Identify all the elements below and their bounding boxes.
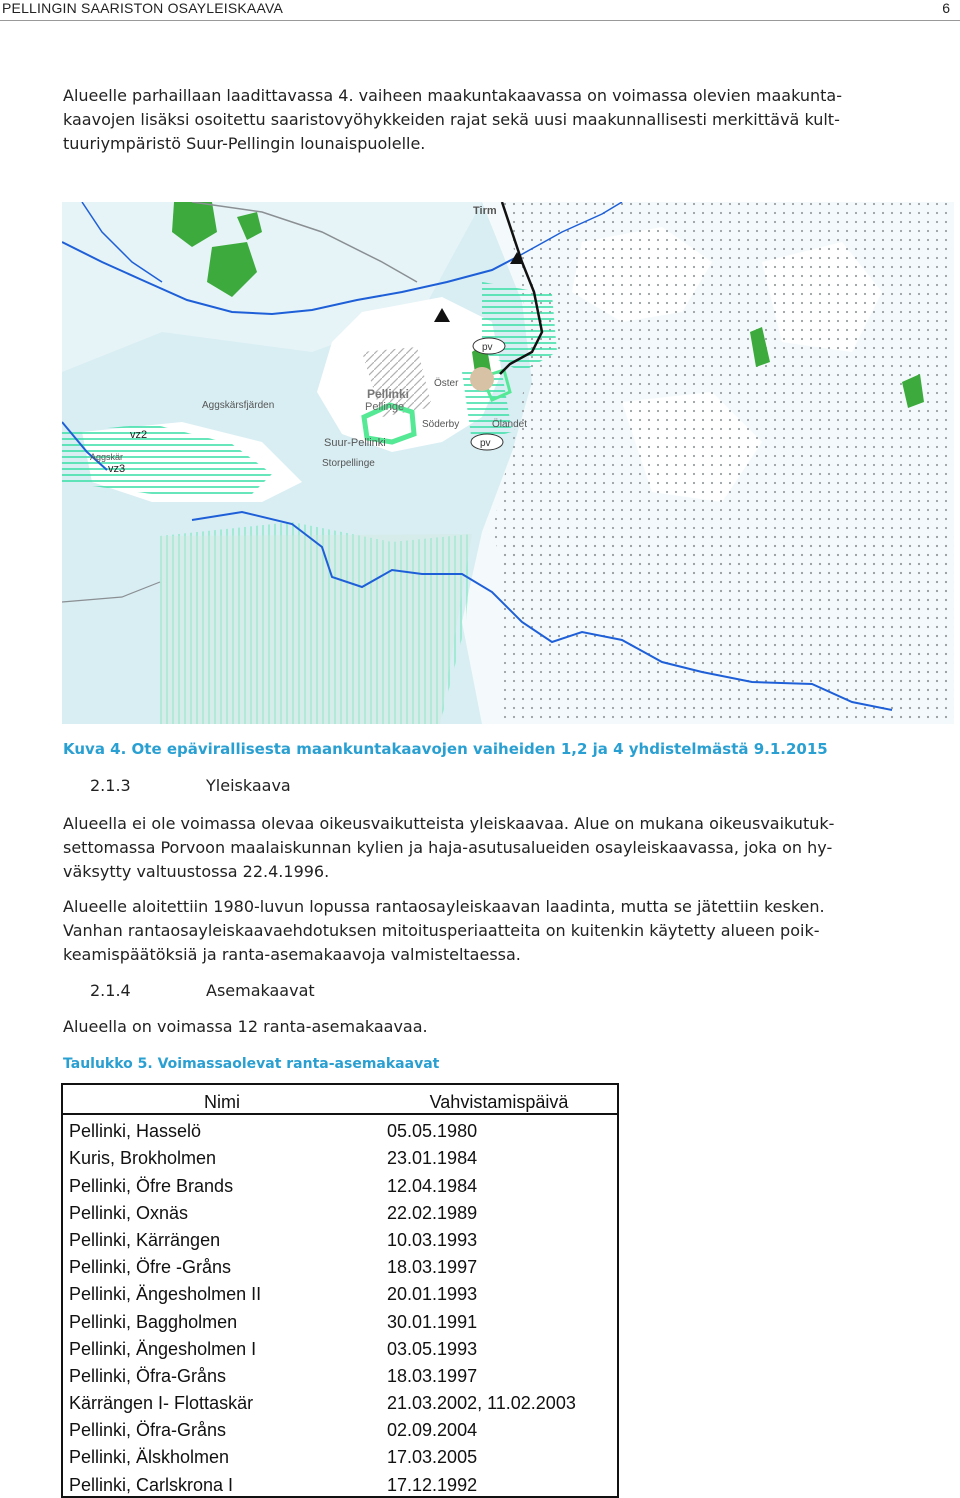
paragraph-line: väksytty valtuustossa 22.4.1996. xyxy=(63,862,330,881)
section-title: Yleiskaava xyxy=(206,776,291,795)
table-row xyxy=(62,1278,618,1305)
sea-zone xyxy=(160,534,472,724)
plan-name: Pellinki, Öfra-Gråns xyxy=(69,1420,227,1441)
harbour-marker xyxy=(470,367,494,391)
map-label: Söderby xyxy=(422,419,460,430)
map-label: Pellinge xyxy=(365,401,405,413)
paragraph xyxy=(63,895,923,967)
plan-name: Pellinki, Ängesholmen I xyxy=(69,1338,257,1359)
approval-date: 23.01.1984 xyxy=(387,1148,478,1169)
plans-table xyxy=(61,1083,619,1498)
paragraph-line: Vanhan rantaosayleiskaavaehdotuksen mitoitusperiaatteita on kuitenkin käytetty alueen poik- xyxy=(63,921,820,940)
table-caption: Taulukko 5. Voimassaolevat ranta-asemakaavat xyxy=(63,1056,440,1072)
table-row xyxy=(62,1251,618,1278)
column-header: Vahvistamispäivä xyxy=(381,1084,618,1114)
zone-label: vz3 xyxy=(108,463,126,475)
intro-paragraph xyxy=(63,84,923,156)
pv-label: pv xyxy=(480,438,491,449)
approval-date: 30.01.1991 xyxy=(387,1311,478,1332)
table-row xyxy=(62,1414,618,1441)
approval-date: 02.09.2004 xyxy=(387,1420,478,1441)
section-title: Asemakaavat xyxy=(206,981,315,1000)
table-row xyxy=(62,1142,618,1169)
approval-date: 17.12.1992 xyxy=(387,1474,478,1495)
approval-date: 18.03.1997 xyxy=(387,1365,478,1386)
map-label: Ölandet xyxy=(492,419,528,430)
approval-date: 17.03.2005 xyxy=(387,1447,478,1468)
regional-plan-map xyxy=(62,202,954,724)
plan-name: Pellinki, Baggholmen xyxy=(69,1311,238,1332)
table-row xyxy=(62,1197,618,1224)
section-heading xyxy=(90,981,315,1000)
approval-date: 21.03.2002, 11.02.2003 xyxy=(387,1393,576,1414)
paragraph-line: Alueella on voimassa 12 ranta-asemakaavaa. xyxy=(63,1017,428,1036)
zone-label: vz2 xyxy=(130,429,148,441)
section-number: 2.1.4 xyxy=(90,981,131,1000)
map-label: Storpellinge xyxy=(322,458,375,469)
map-label: Suur-Pellinki xyxy=(324,437,386,449)
plan-name: Pellinki, Älskholmen xyxy=(69,1447,230,1468)
plan-name: Pellinki, Oxnäs xyxy=(69,1202,189,1223)
paragraph xyxy=(63,1015,923,1039)
paragraph-line: keamispäätöksiä ja ranta-asemakaavoja valmisteltaessa. xyxy=(63,945,521,964)
plan-name: Pellinki, Carlskrona I xyxy=(69,1474,234,1495)
table-row xyxy=(62,1441,618,1468)
approval-date: 10.03.1993 xyxy=(387,1229,478,1250)
intro-line: tuuriympäristö Suur-Pellingin lounaispuolelle. xyxy=(63,134,426,153)
approval-date: 18.03.1997 xyxy=(387,1257,478,1278)
intro-line: Alueelle parhaillaan laadittavassa 4. vaiheen maakuntakaavassa on voimassa olevien maakunta- xyxy=(63,86,842,105)
paragraph-line: Alueella ei ole voimassa olevaa oikeusvaikutteista yleiskaavaa. Alue on mukana oikeusvaikutuk- xyxy=(63,814,835,833)
pv-label: pv xyxy=(482,342,493,353)
plan-name: Pellinki, Ängesholmen II xyxy=(69,1284,262,1305)
table-row xyxy=(62,1387,618,1414)
approval-date: 20.01.1993 xyxy=(387,1284,478,1305)
page-number: 6 xyxy=(942,0,950,16)
plan-name: Pellinki, Öfre Brands xyxy=(69,1175,234,1196)
plan-name: Pellinki, Öfra-Gråns xyxy=(69,1365,227,1386)
map-label: Aggskär xyxy=(90,452,124,462)
approval-date: 05.05.1980 xyxy=(387,1121,478,1142)
plan-name: Pellinki, Kärrängen xyxy=(69,1229,221,1250)
paragraph-line: settomassa Porvoon maalaiskunnan kylien ja haja-asutusalueiden osayleiskaavassa, joka on hy- xyxy=(63,838,833,857)
section-heading xyxy=(90,776,291,795)
archipelago-zone xyxy=(502,532,954,724)
table-row xyxy=(62,1468,618,1496)
map-label: Aggskärsfjärden xyxy=(202,400,275,411)
map-label: Tirm xyxy=(473,205,497,217)
plan-name: Kuris, Brokholmen xyxy=(69,1148,217,1169)
plan-name: Kärrängen I- Flottaskär xyxy=(69,1393,254,1414)
paragraph xyxy=(63,812,923,884)
figure-caption: Kuva 4. Ote epävirallisesta maankuntakaavojen vaiheiden 1,2 ja 4 yhdistelmästä 9.1.2015 xyxy=(63,740,828,758)
map-label: Pellinki xyxy=(367,387,410,401)
plan-name: Pellinki, Hasselö xyxy=(69,1121,202,1142)
document-title: PELLINGIN SAARISTON OSAYLEISKAAVA xyxy=(2,0,283,16)
table-row xyxy=(62,1169,618,1196)
table-row xyxy=(62,1305,618,1332)
page-header xyxy=(0,0,960,21)
section-number: 2.1.3 xyxy=(90,776,131,795)
approval-date: 12.04.1984 xyxy=(387,1175,478,1196)
table-row xyxy=(62,1114,618,1142)
map-label: Öster xyxy=(434,378,459,389)
paragraph-line: Alueelle aloitettiin 1980-luvun lopussa rantaosayleiskaavan laadinta, mutta se jätettiin kesken. xyxy=(63,897,825,916)
column-header: Nimi xyxy=(62,1084,381,1114)
table-row xyxy=(62,1333,618,1360)
table-header-row xyxy=(62,1084,618,1114)
plan-name: Pellinki, Öfre -Gråns xyxy=(69,1257,232,1278)
approval-date: 22.02.1989 xyxy=(387,1202,478,1223)
table-row xyxy=(62,1224,618,1251)
intro-line: kaavojen lisäksi osoitettu saaristovyöhykkeiden rajat sekä uusi maakunnallisesti merkittävä kult- xyxy=(63,110,840,129)
table-row xyxy=(62,1360,618,1387)
approval-date: 03.05.1993 xyxy=(387,1338,478,1359)
